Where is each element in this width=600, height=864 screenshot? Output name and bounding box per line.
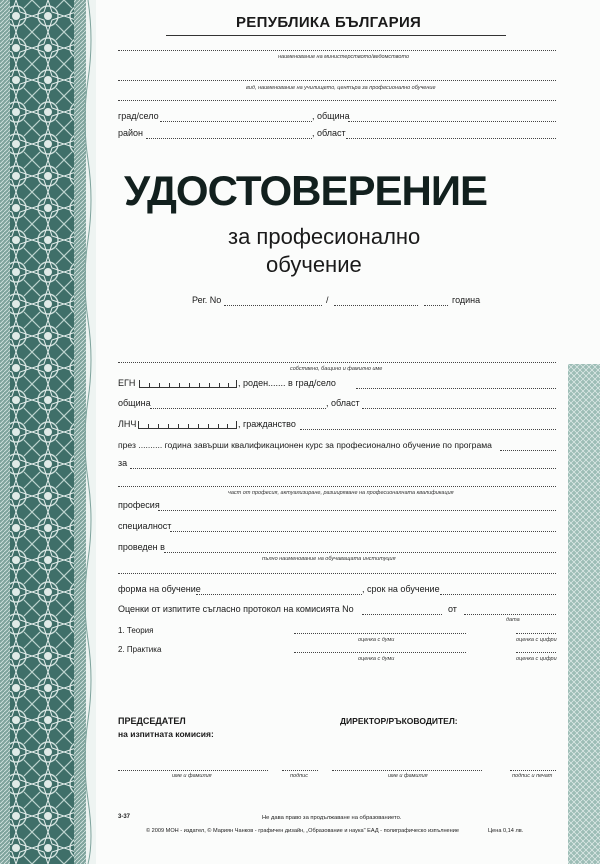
district-field[interactable] (146, 138, 312, 139)
city-field[interactable] (160, 121, 312, 122)
title-line-2: обучение (266, 252, 362, 277)
chairman-sign-field[interactable] (282, 770, 318, 771)
from-label: от (448, 604, 457, 614)
school-field-2[interactable] (118, 100, 556, 101)
egn-boxes[interactable] (139, 380, 237, 388)
institution-caption: пълно наименование на обучаващата институция (262, 556, 396, 562)
region-field[interactable] (346, 138, 556, 139)
protocol-no-field[interactable] (362, 614, 442, 615)
ornamental-border-right (568, 364, 600, 864)
profession-field[interactable] (158, 510, 556, 511)
specialty-field[interactable] (170, 531, 556, 532)
region-person-field[interactable] (362, 408, 556, 409)
municipality-person-field[interactable] (150, 408, 326, 409)
program-field-2[interactable] (130, 468, 556, 469)
chairman-title: ПРЕДСЕДАТЕЛ (118, 716, 186, 726)
conducted-label: проведен в (118, 542, 165, 552)
practice-digits-caption: оценка с цифри (516, 656, 557, 662)
director-title: ДИРЕКТОР/РЪКОВОДИТЕЛ: (340, 716, 458, 726)
reg-no-field-2[interactable] (334, 305, 418, 306)
municipality-label: , община (312, 111, 350, 121)
footer-price: Цена 0,14 лв. (488, 828, 524, 834)
ministry-caption: наименование на министерството/ведомството (278, 54, 410, 60)
municipality-person-label: община (118, 398, 151, 408)
egn-label: ЕГН (118, 378, 136, 388)
form-label: форма на обучение (118, 584, 201, 594)
reg-no-field[interactable] (224, 305, 322, 306)
course-text: през .......... година завърши квалификационен курс за професионално обучение по програма (118, 440, 492, 450)
form-code: 3-37 (118, 814, 131, 820)
director-name-field[interactable] (332, 770, 482, 771)
program-field-3[interactable] (118, 486, 556, 487)
practice-label: 2. Практика (118, 645, 162, 654)
city-label: град/село (118, 111, 159, 121)
grades-text: Оценки от изпитите съгласно протокол на комисията No (118, 604, 354, 614)
reg-no-label: Рег. No (192, 295, 222, 305)
director-sign-field[interactable] (510, 770, 556, 771)
footer-credits: © 2009 МОН - издател, © Мариян Чанков - графичен дизайн, „Образование и наука" ЕАД - полиграфическо изпълнение (146, 828, 459, 834)
document-title: УДОСТОВЕРЕНИЕ (124, 167, 488, 214)
institution-field[interactable] (164, 552, 556, 553)
profession-label: професия (118, 500, 160, 510)
institution-field-2[interactable] (118, 573, 556, 574)
term-label: , срок на обучение (362, 584, 440, 594)
school-caption: вид, наименование на училището, центъра за професионално обучение (246, 85, 436, 91)
theory-words-caption: оценка с думи (358, 637, 395, 643)
full-name-caption: собствено, бащино и фамилно име (290, 366, 383, 372)
full-name-field[interactable] (118, 362, 556, 363)
theory-digits-caption: оценка с цифри (516, 637, 557, 643)
chairman-name-caption: име и фамилия (172, 773, 212, 779)
born-label: , роден....... в град/село (238, 378, 336, 388)
title-line-1: за професионално (228, 224, 421, 249)
region-person-label: , област (326, 398, 360, 408)
citizenship-label: , гражданство (238, 419, 296, 429)
reg-slash: / (326, 295, 329, 305)
protocol-date-field[interactable] (464, 614, 556, 615)
date-caption: дата (506, 617, 520, 623)
reg-year-label: година (452, 295, 481, 305)
chairman-subtitle: на изпитната комисия: (118, 729, 214, 739)
lnch-label: ЛНЧ (118, 419, 137, 429)
school-field[interactable] (118, 80, 556, 81)
program-field[interactable] (500, 450, 556, 451)
region-label: , област (312, 128, 346, 138)
ministry-field[interactable] (118, 50, 556, 51)
theory-words-field[interactable] (294, 633, 466, 634)
ornamental-border-left (0, 0, 96, 864)
citizenship-field[interactable] (300, 429, 556, 430)
for-label: за (118, 458, 128, 468)
reg-year-field[interactable] (424, 305, 448, 306)
theory-digits-field[interactable] (516, 633, 556, 634)
lnch-boxes[interactable] (138, 421, 237, 429)
theory-label: 1. Теория (118, 626, 154, 635)
country-heading: РЕПУБЛИКА БЪЛГАРИЯ (236, 14, 422, 31)
director-name-caption: име и фамилия (388, 773, 428, 779)
footer-note: Не дава право за продължаване на образованието. (262, 815, 402, 821)
header-rule (166, 35, 506, 36)
practice-words-field[interactable] (294, 652, 466, 653)
chairman-name-field[interactable] (118, 770, 268, 771)
district-label: район (118, 128, 144, 138)
director-sign-caption: подпис и печат (512, 773, 553, 779)
municipality-field[interactable] (348, 121, 556, 122)
chairman-sign-caption: подпис (290, 773, 308, 779)
practice-words-caption: оценка с думи (358, 656, 395, 662)
profession-caption: част от професия, актуализиране, разширяване на професионалната квалификация (228, 490, 454, 496)
form-field[interactable] (196, 594, 362, 595)
birthplace-field[interactable] (356, 388, 556, 389)
practice-digits-field[interactable] (516, 652, 556, 653)
term-field[interactable] (440, 594, 556, 595)
specialty-label: специалност (118, 521, 172, 531)
